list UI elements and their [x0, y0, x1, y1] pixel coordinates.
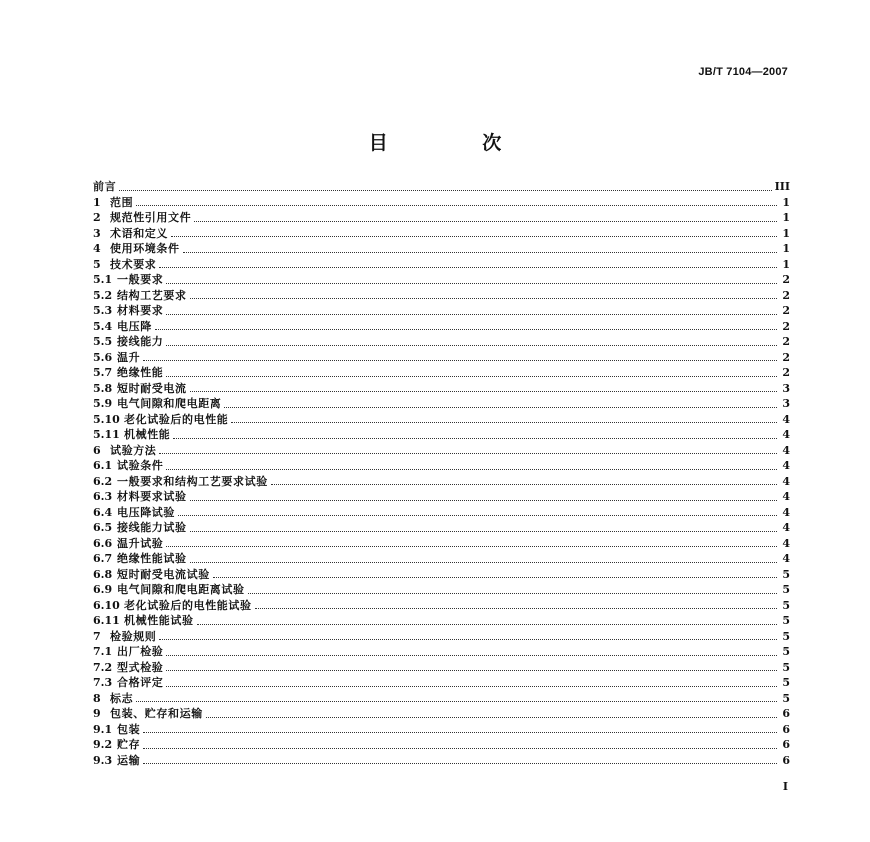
toc-dot-leader [194, 221, 777, 222]
toc-entry-number: 5.11 [93, 428, 120, 441]
toc-entry [93, 660, 790, 676]
toc-entry-page: 1 [782, 257, 790, 271]
table-of-contents [93, 179, 790, 768]
toc-entry-label: 温升试验 [117, 536, 164, 550]
toc-entry [93, 334, 790, 350]
toc-dot-leader [173, 438, 777, 439]
toc-entry-page: 1 [782, 211, 790, 224]
toc-dot-leader [213, 577, 777, 578]
toc-entry-label: 技术要求 [110, 257, 157, 271]
page-folio: I [782, 780, 788, 793]
toc-dot-leader [190, 391, 777, 392]
toc-entry-number: 7 [93, 629, 101, 643]
toc-entry-number: 6.4 [93, 505, 113, 519]
toc-dot-leader [166, 283, 777, 284]
toc-entry-label: 电气间隙和爬电距离 [117, 397, 222, 410]
toc-entry [93, 582, 790, 598]
toc-entry-number: 6.3 [93, 490, 113, 503]
toc-entry-number: 6.1 [93, 459, 113, 472]
toc-entry [93, 257, 790, 273]
toc-entry-number: 5.1 [93, 273, 113, 286]
toc-entry [93, 210, 790, 226]
toc-entry-page: 2 [782, 304, 790, 317]
toc-entry [93, 396, 790, 412]
toc-dot-leader [190, 531, 777, 532]
toc-entry [93, 412, 790, 428]
toc-entry-page: 3 [782, 381, 790, 395]
toc-entry-label: 短时耐受电流试验 [117, 567, 210, 581]
toc-dot-leader [248, 593, 777, 594]
toc-dot-leader [159, 639, 777, 640]
toc-entry-label: 前言 [93, 180, 117, 193]
toc-entry-page: 5 [782, 583, 790, 596]
toc-entry-label: 机械性能试验 [124, 614, 194, 627]
toc-entry-label: 合格评定 [117, 676, 164, 689]
toc-entry-label: 检验规则 [110, 629, 157, 643]
toc-entry-number: 5.9 [93, 397, 113, 410]
toc-entry-number: 6.2 [93, 474, 113, 488]
toc-entry-page: 4 [782, 505, 790, 519]
toc-entry-page: 2 [782, 366, 790, 379]
toc-entry-number: 6 [93, 443, 101, 457]
toc-entry-number: 5.5 [93, 335, 113, 348]
toc-entry [93, 350, 790, 366]
toc-entry-number: 4 [93, 242, 101, 255]
toc-dot-leader [171, 236, 777, 237]
toc-dot-leader [119, 190, 771, 191]
toc-entry-label: 包装 [117, 722, 141, 736]
toc-entry-label: 电压降 [117, 319, 152, 333]
toc-title: 目 次 [368, 132, 546, 154]
toc-dot-leader [190, 562, 777, 563]
toc-entry-number: 6.7 [93, 552, 113, 565]
toc-entry-label: 接线能力 [117, 335, 164, 348]
toc-entry-page: 3 [782, 397, 790, 410]
toc-dot-leader [231, 422, 777, 423]
toc-entry-page: 1 [782, 242, 790, 255]
toc-entry-label: 贮存 [117, 738, 141, 751]
toc-entry-number: 5 [93, 257, 101, 271]
toc-entry-label: 包装、贮存和运输 [110, 707, 203, 720]
toc-entry-number: 7.1 [93, 645, 113, 658]
toc-dot-leader [190, 500, 777, 501]
toc-entry [93, 536, 790, 552]
toc-entry-page: 4 [782, 490, 790, 503]
toc-dot-leader [166, 314, 777, 315]
toc-entry-label: 试验条件 [117, 459, 164, 472]
toc-dot-leader [166, 655, 777, 656]
toc-entry-page: 5 [782, 676, 790, 689]
toc-entry-number: 7.2 [93, 660, 113, 674]
toc-entry-number: 1 [93, 195, 101, 209]
toc-dot-leader [143, 763, 777, 764]
toc-entry-number: 5.2 [93, 288, 113, 302]
toc-entry-page: 4 [782, 412, 790, 426]
toc-entry-page: 5 [782, 629, 790, 643]
toc-dot-leader [166, 546, 777, 547]
toc-entry-page: 4 [782, 552, 790, 565]
toc-entry-number: 5.6 [93, 350, 113, 364]
toc-entry-page: 2 [782, 319, 790, 333]
toc-entry-label: 老化试验后的电性能 [124, 412, 229, 426]
toc-entry-page: 5 [782, 660, 790, 674]
toc-entry-page: 2 [782, 335, 790, 348]
toc-entry [93, 226, 790, 242]
toc-dot-leader [143, 732, 777, 733]
toc-entry [93, 195, 790, 211]
toc-entry [93, 241, 790, 257]
toc-entry [93, 458, 790, 474]
toc-entry [93, 737, 790, 753]
toc-entry-label: 材料要求试验 [117, 490, 187, 503]
toc-entry [93, 288, 790, 304]
toc-dot-leader [166, 345, 777, 346]
toc-entry [93, 474, 790, 490]
toc-dot-leader [136, 205, 777, 206]
toc-entry [93, 427, 790, 443]
toc-entry [93, 520, 790, 536]
toc-entry-page: 4 [782, 459, 790, 472]
toc-entry [93, 303, 790, 319]
toc-entry-label: 绝缘性能 [117, 366, 164, 379]
toc-entry-number: 9 [93, 707, 101, 720]
toc-entry-label: 出厂检验 [117, 645, 164, 658]
standard-number: JB/T 7104—2007 [698, 66, 788, 78]
toc-entry [93, 272, 790, 288]
toc-entry-number: 9.2 [93, 738, 113, 751]
toc-entry-number: 2 [93, 211, 101, 224]
toc-entry-page: 6 [782, 753, 790, 767]
toc-entry [93, 567, 790, 583]
toc-entry [93, 613, 790, 629]
toc-entry-page: 4 [782, 428, 790, 441]
toc-dot-leader [166, 670, 777, 671]
toc-dot-leader [159, 267, 777, 268]
toc-entry-label: 材料要求 [117, 304, 164, 317]
toc-entry [93, 505, 790, 521]
toc-entry-number: 9.1 [93, 722, 113, 736]
toc-entry-number: 5.4 [93, 319, 113, 333]
toc-dot-leader [197, 624, 777, 625]
toc-entry [93, 629, 790, 645]
toc-entry-number: 6.8 [93, 567, 113, 581]
toc-dot-leader [166, 686, 777, 687]
toc-entry-label: 范围 [110, 195, 134, 209]
toc-entry-label: 绝缘性能试验 [117, 552, 187, 565]
toc-entry-label: 运输 [117, 753, 141, 767]
toc-entry-number: 7.3 [93, 676, 113, 689]
toc-entry-page: 5 [782, 691, 790, 705]
toc-entry-label: 使用环境条件 [110, 242, 180, 255]
toc-entry-number: 6.9 [93, 583, 113, 596]
toc-entry-number: 6.6 [93, 536, 113, 550]
toc-entry-page: 1 [782, 195, 790, 209]
toc-entry-page: 1 [782, 226, 790, 240]
toc-entry [93, 551, 790, 567]
toc-entry-page: 6 [782, 738, 790, 751]
toc-dot-leader [190, 298, 777, 299]
toc-dot-leader [255, 608, 777, 609]
toc-entry-page: 4 [782, 443, 790, 457]
toc-entry-number: 9.3 [93, 753, 113, 767]
toc-entry-number: 5.10 [93, 412, 120, 426]
toc-entry-page: 4 [782, 536, 790, 550]
toc-entry-label: 一般要求 [117, 273, 164, 286]
toc-dot-leader [136, 701, 777, 702]
toc-entry [93, 443, 790, 459]
toc-entry [93, 365, 790, 381]
toc-entry-label: 规范性引用文件 [110, 211, 192, 224]
toc-entry-label: 接线能力试验 [117, 521, 187, 534]
toc-entry-label: 温升 [117, 350, 141, 364]
toc-entry [93, 489, 790, 505]
toc-dot-leader [178, 515, 777, 516]
toc-dot-leader [224, 407, 777, 408]
toc-dot-leader [166, 376, 777, 377]
toc-entry-label: 型式检验 [117, 660, 164, 674]
toc-entry-number: 6.5 [93, 521, 113, 534]
toc-entry-number: 3 [93, 226, 101, 240]
toc-entry-label: 短时耐受电流 [117, 381, 187, 395]
toc-entry [93, 179, 790, 195]
toc-entry [93, 691, 790, 707]
toc-entry-page: III [774, 180, 790, 193]
toc-entry-number: 5.7 [93, 366, 113, 379]
toc-entry-page: 2 [782, 350, 790, 364]
toc-entry [93, 381, 790, 397]
toc-dot-leader [155, 329, 777, 330]
toc-entry-label: 电气间隙和爬电距离试验 [117, 583, 245, 596]
toc-entry-number: 6.10 [93, 598, 120, 612]
toc-entry-page: 5 [782, 598, 790, 612]
toc-entry-number: 6.11 [93, 614, 120, 627]
toc-entry-number: 5.8 [93, 381, 113, 395]
toc-entry-label: 电压降试验 [117, 505, 175, 519]
toc-entry-label: 试验方法 [110, 443, 157, 457]
toc-entry [93, 598, 790, 614]
toc-dot-leader [143, 748, 777, 749]
toc-entry-page: 5 [782, 567, 790, 581]
toc-entry-number: 5.3 [93, 304, 113, 317]
toc-entry-page: 4 [782, 474, 790, 488]
toc-entry-label: 一般要求和结构工艺要求试验 [117, 474, 268, 488]
toc-entry-page: 5 [782, 614, 790, 627]
toc-entry-label: 术语和定义 [110, 226, 168, 240]
toc-entry-label: 机械性能 [124, 428, 171, 441]
toc-entry-label: 标志 [110, 691, 134, 705]
toc-entry-number: 8 [93, 691, 101, 705]
toc-entry-page: 6 [782, 707, 790, 720]
toc-dot-leader [271, 484, 777, 485]
toc-entry [93, 675, 790, 691]
toc-entry [93, 644, 790, 660]
toc-dot-leader [166, 469, 777, 470]
toc-entry-page: 5 [782, 645, 790, 658]
toc-entry-label: 老化试验后的电性能试验 [124, 598, 252, 612]
toc-dot-leader [183, 252, 777, 253]
toc-dot-leader [159, 453, 777, 454]
toc-dot-leader [206, 717, 777, 718]
toc-entry-page: 4 [782, 521, 790, 534]
toc-entry-page: 6 [782, 722, 790, 736]
toc-entry [93, 319, 790, 335]
toc-entry [93, 722, 790, 738]
toc-dot-leader [143, 360, 777, 361]
toc-entry [93, 753, 790, 769]
toc-entry-page: 2 [782, 273, 790, 286]
toc-entry-label: 结构工艺要求 [117, 288, 187, 302]
toc-entry [93, 706, 790, 722]
toc-entry-page: 2 [782, 288, 790, 302]
